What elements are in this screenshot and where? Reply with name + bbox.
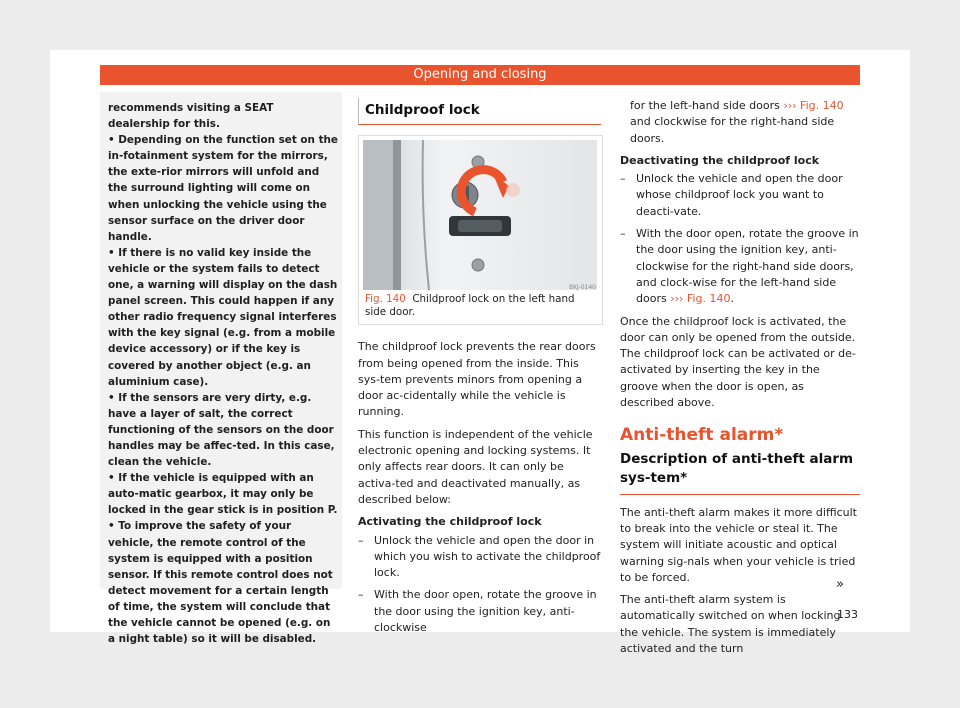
list-item: – With the door open, rotate the groove in the door using the ignition key, anti-clockwise for the right-hand side doors, and clock-wise for the left-hand side doors ››› Fig. 140. (620, 226, 860, 307)
right-column (620, 98, 860, 663)
fig-link[interactable]: ››› Fig. 140 (783, 99, 844, 112)
note-bullet: • Depending on the function set on the in-fotainment system for the mirrors, the exte-rior mirrors will unfold and the surround lighting will come on when unlocking the vehicle using the sensor surface on the driver door handle. (108, 134, 338, 243)
continue-arrow-icon: » (836, 577, 844, 592)
subheading: Deactivating the childproof lock (620, 153, 820, 167)
body-paragraph: The childproof lock prevents the rear doors from being opened from the inside. This sys-tem prevents minors from opening a door ac-cidentally while the vehicle is running. (358, 340, 596, 419)
body-paragraph: This function is independent of the vehicle electronic opening and locking systems. It only affects rear doors. It can only be activa-ted and deactivated manually, as described below: (358, 427, 593, 506)
figure-caption (365, 293, 597, 319)
list-item: – With the door open, rotate the groove in the door using the ignition key, anti-clockwise (358, 587, 601, 636)
figure-number: Fig. 140 (365, 293, 406, 306)
section-title: Description of anti-theft alarm sys-tem* (620, 450, 860, 495)
continued-text: for the left-hand side doors ››› Fig. 140 and clockwise for the right-hand side doors. (630, 99, 844, 145)
page-number: 133 (837, 608, 858, 621)
figure-caption-text: Childproof lock on the left hand side door. (365, 293, 575, 319)
body-paragraph: Once the childproof lock is activated, the door can only be opened from the outside. The childproof lock can be activated or de-activated by inserting the key in the groove when the door is open, as described above. (620, 314, 856, 410)
middle-column (358, 98, 601, 642)
note-bullet: • To improve the safety of your vehicle, the remote control of the system is equipped with a position sensor. If this remote control does not detect movement for a certain length of time, the system will conclude that the vehicle cannot be opened (e.g. on a night table) so it will be disabled. (108, 520, 333, 646)
fig-link[interactable]: ››› Fig. 140 (670, 292, 731, 306)
list-item: – Unlock the vehicle and open the door whose childproof lock you want to deacti-vate. (620, 171, 860, 220)
note-bullet: • If there is no valid key inside the vehicle or the system fails to detect one, a warning will display on the dash panel screen. This could happen if any other radio frequency signal interferes with the key signal (e.g. from a mobile device accessory) or if the key is covered by another object (e.g. an aluminium case). (108, 246, 338, 388)
note-paragraph: recommends visiting a SEAT dealership for this. (108, 102, 274, 131)
figure-ref-code: BKJ-0140 (568, 284, 596, 292)
childproof-lock-illustration (363, 140, 597, 290)
list-item: – Unlock the vehicle and open the door in which you wish to activate the childproof lock. (358, 533, 601, 582)
subheading: Activating the childproof lock (358, 515, 542, 529)
note-bullet: • If the sensors are very dirty, e.g. have a layer of salt, the correct functioning of the sensors on the door handles may be affec-ted. In this case, clean the vehicle. (108, 391, 335, 469)
section-title: Childproof lock (358, 98, 601, 125)
page-header: Opening and closing (100, 65, 860, 85)
body-paragraph: The anti-theft alarm makes it more difficult to break into the vehicle or steal it. The system will initiate acoustic and optical warning sig-nals when your vehicle is tried to be forced. (620, 505, 857, 584)
body-paragraph: The anti-theft alarm system is automatically switched on when locking the vehicle. The system is immediately activated and the turn (620, 593, 841, 656)
note-text (108, 100, 338, 647)
figure-140 (358, 135, 603, 325)
note-bullet: • If the vehicle is equipped with an auto-matic gearbox, it may only be locked in the gear stick is in position P. (108, 472, 338, 517)
chapter-title: Anti-theft alarm* (620, 425, 784, 446)
